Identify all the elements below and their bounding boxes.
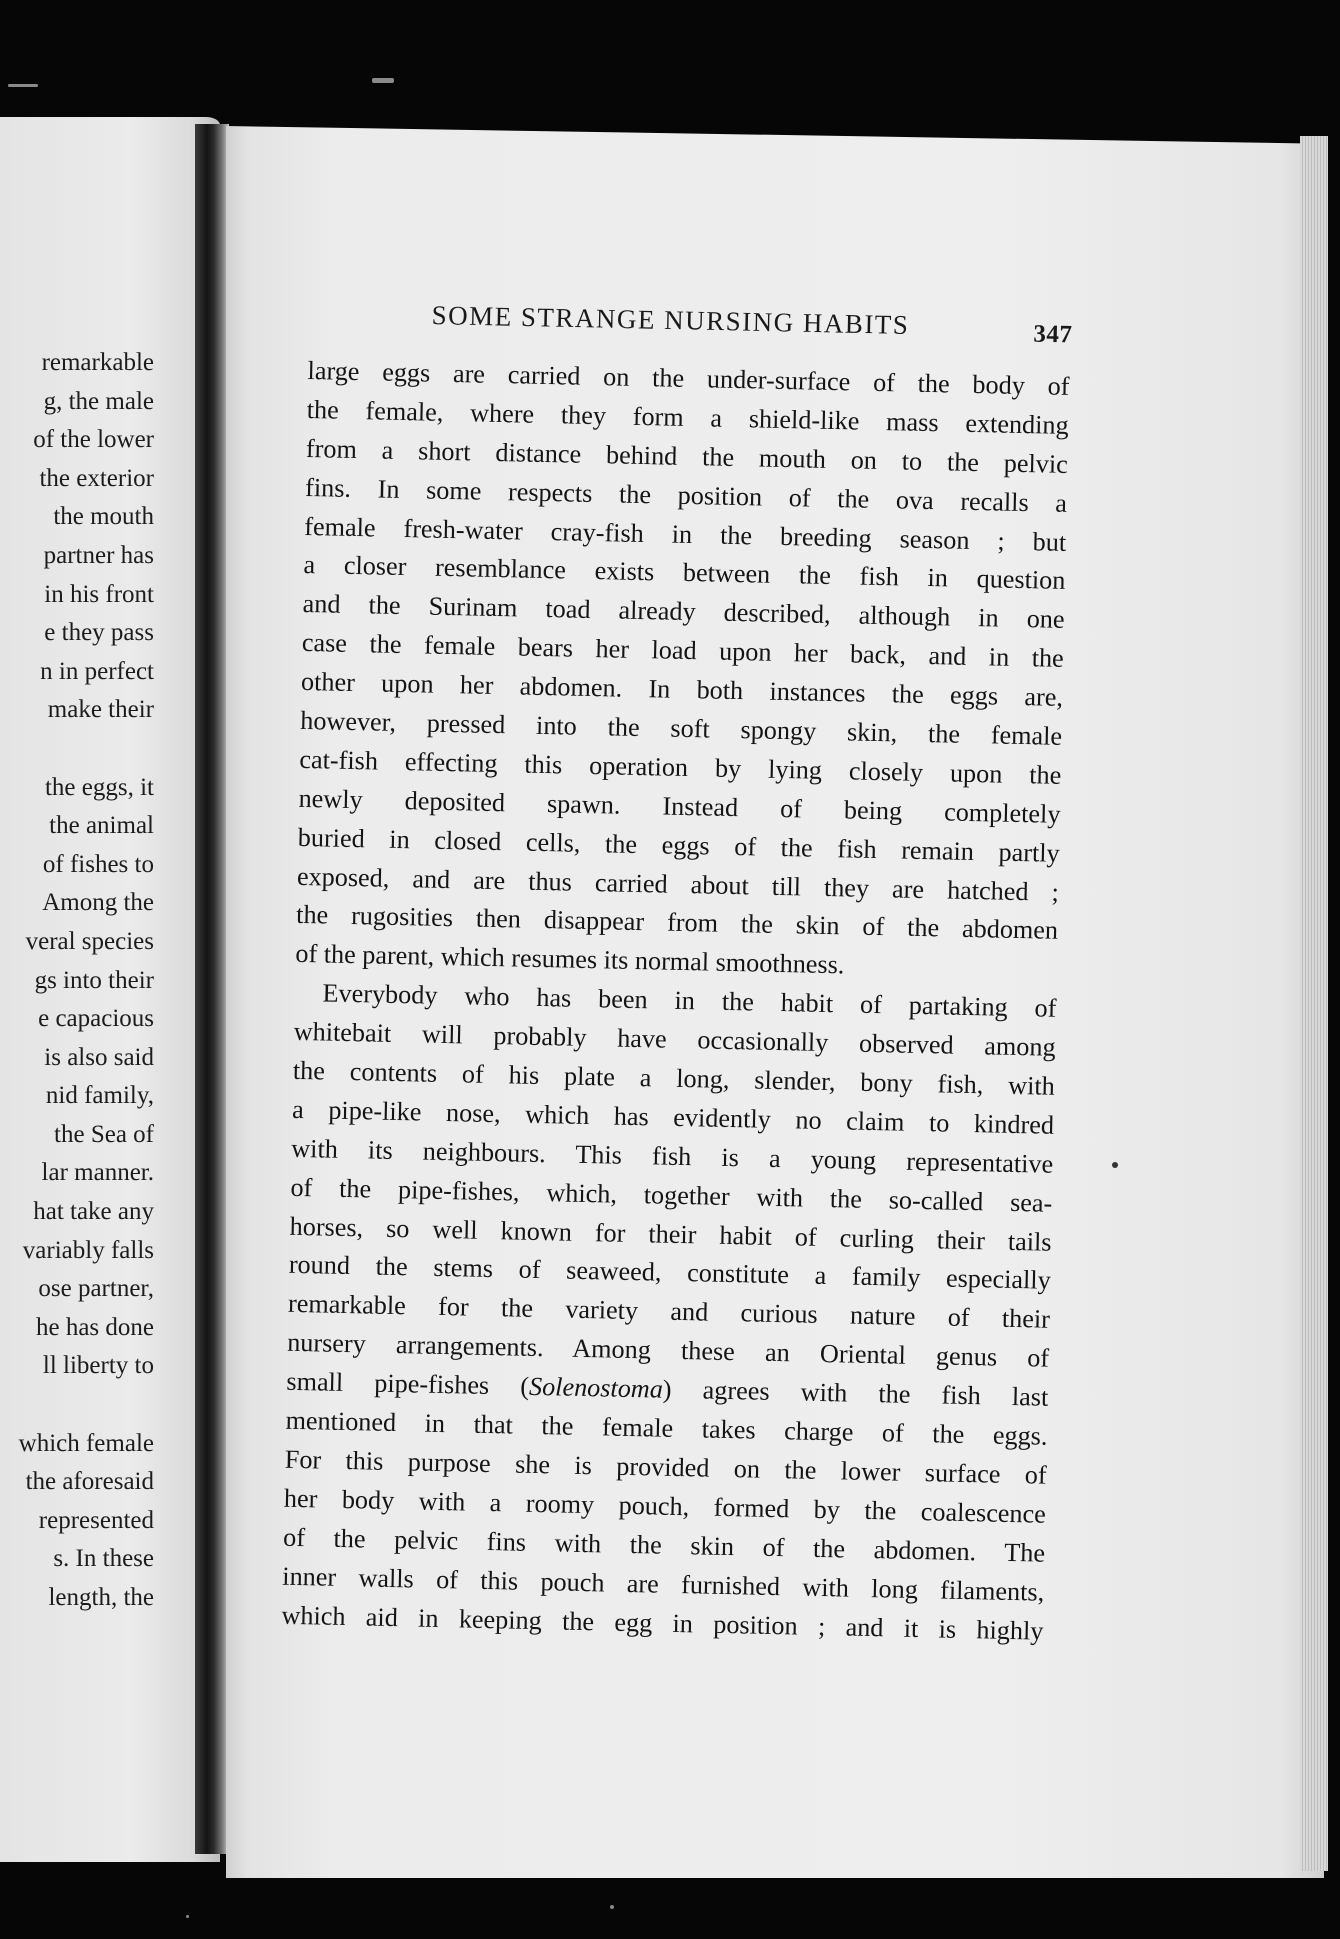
- left-page-line: hat take any: [33, 1198, 154, 1226]
- left-page-line: the eggs, it: [44, 773, 154, 801]
- text-line: round the stems of seaweed, constitute a family especially: [288, 1250, 1052, 1296]
- left-page-line: which female: [18, 1429, 154, 1457]
- text-line: of the parent, which resumes its normal smoothness.: [295, 939, 845, 980]
- left-facing-page: [0, 117, 220, 1862]
- left-page-line: of fishes to: [42, 850, 154, 878]
- left-page-text: [0, 344, 154, 1618]
- text-line: newly deposited spawn. Instead of being completely: [298, 783, 1061, 829]
- text-line: fins. In some respects the position of the ova recalls a: [304, 472, 1068, 518]
- left-page-line: lar manner.: [41, 1159, 154, 1187]
- margin-mark: [1112, 1162, 1118, 1168]
- left-page-line: g, the male: [43, 387, 154, 415]
- left-page-line: of the lower: [33, 426, 154, 454]
- left-page-line: the exterior: [39, 464, 154, 492]
- left-page-line: the aforesaid: [25, 1468, 154, 1496]
- left-page-line: is also said: [44, 1043, 154, 1071]
- paragraph-2: [281, 974, 1057, 1651]
- left-page-line: s. In these: [53, 1545, 154, 1573]
- paragraph-1: [295, 352, 1070, 990]
- body-text: [281, 352, 1070, 1651]
- left-page-line: in his front: [44, 580, 154, 608]
- text-line: exposed, and are thus carried about till they are hatched ;: [296, 861, 1060, 907]
- left-page-line: [0, 730, 154, 769]
- left-page-line: veral species: [25, 927, 154, 955]
- text-line: a closer resemblance exists between the fish in question: [303, 550, 1066, 596]
- text-line: nursery arrangements. Among these an Oriental genus of: [286, 1328, 1050, 1374]
- text-line: large eggs are carried on the under-surface of the body of: [307, 355, 1070, 401]
- left-page-line: ll liberty to: [42, 1352, 154, 1380]
- text-line: the rugosities then disappear from the skin of the abdomen: [295, 900, 1059, 946]
- text-line: inner walls of this pouch are furnished with long filaments,: [282, 1561, 1045, 1607]
- dust-speck: [186, 1915, 189, 1918]
- left-page-line: ose partner,: [38, 1275, 154, 1303]
- text-line: cat-fish effecting this operation by lying closely upon the: [299, 744, 1062, 790]
- running-head-title: SOME STRANGE NURSING HABITS: [431, 300, 910, 340]
- left-page-line: length, the: [48, 1584, 154, 1611]
- text-line: from a short distance behind the mouth on to the pelvic: [305, 433, 1069, 479]
- left-page-line: [0, 1386, 154, 1425]
- left-page-line: nid family,: [45, 1082, 154, 1110]
- left-page-line: remarkable: [41, 349, 154, 376]
- text-line: case the female bears her load upon her back, and in the: [301, 628, 1065, 674]
- text-line: the female, where they form a shield-like mass extending: [306, 394, 1069, 440]
- dust-speck: [372, 78, 394, 83]
- text-line: mentioned in that the female takes charge of the eggs.: [285, 1405, 1048, 1451]
- left-page-line: e capacious: [38, 1005, 154, 1033]
- text-line: and the Surinam toad already described, although in one: [302, 589, 1065, 635]
- text-line: horses, so well known for their habit of curling their tails: [289, 1211, 1052, 1257]
- text-line: For this purpose she is provided on the lower surface of: [284, 1444, 1047, 1490]
- left-page-line: he has done: [35, 1313, 154, 1341]
- text-line: the contents of his plate a long, slender, bony fish, with: [292, 1055, 1056, 1101]
- left-page-line: Among the: [42, 889, 154, 917]
- text-line: with its neighbours. This fish is a young representative: [291, 1133, 1054, 1179]
- left-page-line: e they pass: [44, 619, 154, 647]
- text-line: however, pressed into the soft spongy skin, the female: [299, 705, 1063, 751]
- text-line: a pipe-like nose, which has evidently no claim to kindred: [291, 1094, 1055, 1140]
- text-line: whitebait will probably have occasionally observed among: [293, 1016, 1056, 1062]
- text-line: of the pelvic fins with the skin of the abdomen. The: [282, 1522, 1046, 1568]
- text-line: remarkable for the variety and curious nature of their: [287, 1289, 1051, 1335]
- text-line: other upon her abdomen. In both instances the eggs are,: [300, 667, 1064, 713]
- left-page-line: partner has: [43, 541, 154, 569]
- left-page-line: variably falls: [22, 1236, 154, 1264]
- left-page-line: make their: [47, 696, 154, 724]
- text-line: Everybody who has been in the habit of partaking of: [322, 978, 1057, 1024]
- left-page-line: represented: [38, 1506, 154, 1534]
- text-fragment: ) agrees with the fish last: [662, 1374, 1049, 1412]
- dust-speck: [8, 84, 38, 87]
- text-fragment: small pipe-fishes (: [286, 1366, 530, 1402]
- left-page-line: the mouth: [53, 503, 154, 531]
- page-edges: [1300, 136, 1328, 1871]
- text-line: of the pipe-fishes, which, together with the so-called sea-: [290, 1172, 1053, 1218]
- text-line: buried in closed cells, the eggs of the fish remain partly: [297, 822, 1060, 868]
- text-line: female fresh-water cray-fish in the breeding season ; but: [304, 511, 1067, 557]
- left-page-line: gs into their: [34, 966, 154, 994]
- text-line: which aid in keeping the egg in position ; and it is highly: [281, 1600, 1044, 1646]
- genus-name: Solenostoma: [528, 1372, 664, 1404]
- left-page-line: the Sea of: [54, 1120, 154, 1148]
- book-binding: [195, 124, 229, 1854]
- dust-speck: [610, 1905, 614, 1909]
- page-number: 347: [1033, 320, 1073, 349]
- text-line: her body with a roomy pouch, formed by the coalescence: [283, 1483, 1047, 1529]
- left-page-line: n in perfect: [40, 657, 154, 685]
- left-page-line: the animal: [49, 812, 154, 840]
